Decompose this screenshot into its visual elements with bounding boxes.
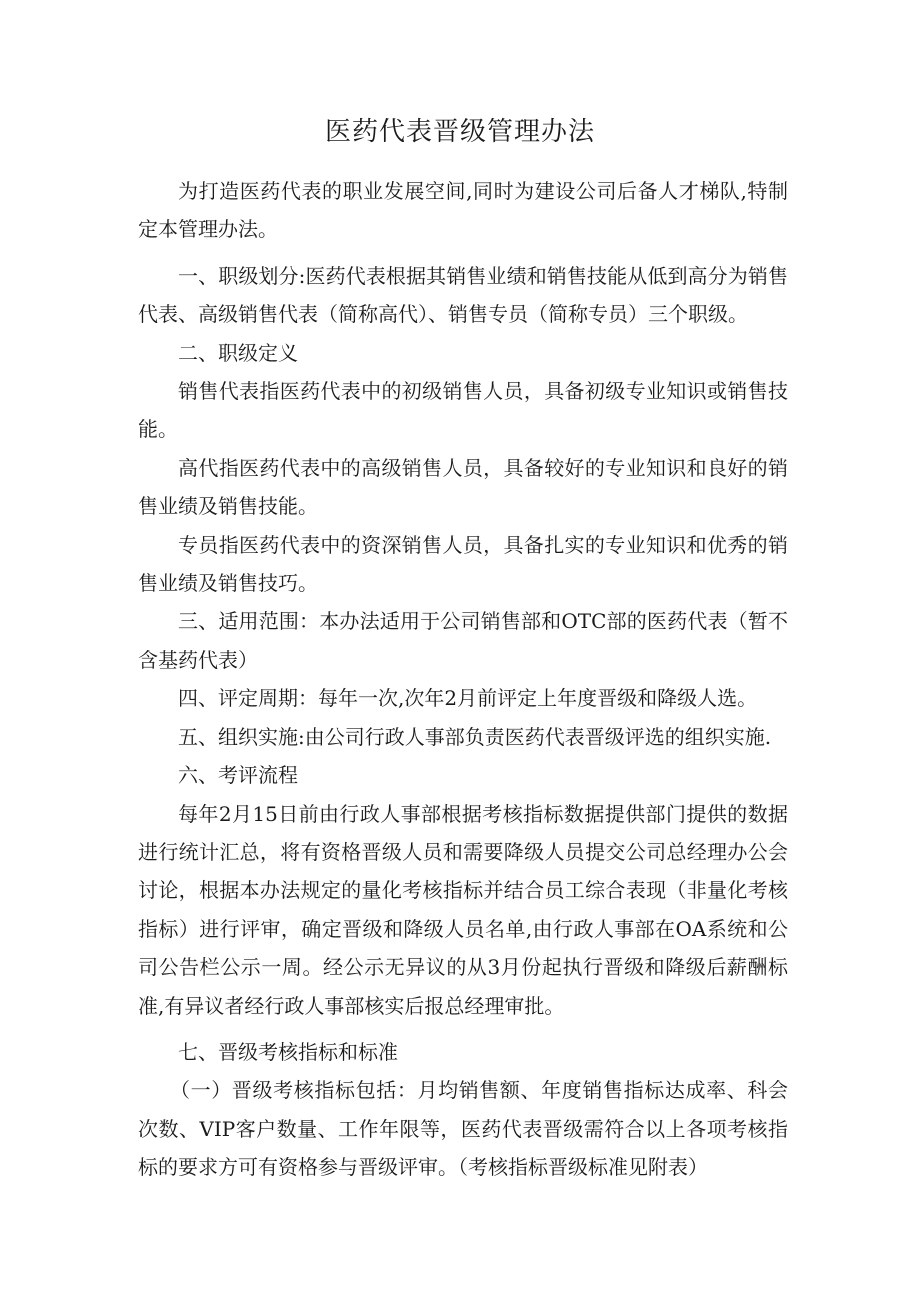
section-7-item-1: （一）晋级考核指标包括：月均销售额、年度销售指标达成率、科会次数、VIP客户数量、工作年限等，医药代表晋级需符合以上各项考核指标的要求方可有资格参与晋级评审。（考核指标晋级标准见附表） (138, 1078, 788, 1180)
section-6-process: 每年2月15日前由行政人事部根据考核指标数据提供部门提供的数据进行统计汇总，将有资格晋级人员和需要降级人员提交公司总经理办公会讨论，根据本办法规定的量化考核指标并结合员工综合表现（非量化考核指标）进行评审，确定晋级和降级人员名单,由行政人事部在OA系统和公司公告栏公示一周。经公示无异议的从3月份起执行晋级和降级后薪酬标准,有异议者经行政人事部核实后报总经理审批。 (138, 801, 788, 1018)
section-4-cycle: 四、评定周期：每年一次,次年2月前评定上年度晋级和降级人选。 (178, 686, 758, 711)
definition-senior-rep: 高代指医药代表中的高级销售人员，具备较好的专业知识和良好的销售业绩及销售技能。 (138, 455, 788, 519)
section-2-heading: 二、职级定义 (178, 340, 298, 365)
section-7-heading: 七、晋级考核指标和标准 (178, 1039, 398, 1064)
definition-sales-rep: 销售代表指医药代表中的初级销售人员，具备初级专业知识或销售技能。 (138, 379, 788, 442)
document-body (138, 172, 788, 1187)
section-1-job-levels: 一、职级划分:医药代表根据其销售业绩和销售技能从低到高分为销售代表、高级销售代表（简称高代）、销售专员（简称专员）三个职级。 (138, 263, 788, 327)
document-title: 医药代表晋级管理办法 (324, 117, 595, 147)
section-5-organization: 五、组织实施:由公司行政人事部负责医药代表晋级评选的组织实施. (178, 724, 772, 749)
section-6-heading: 六、考评流程 (178, 763, 298, 788)
intro-paragraph: 为打造医药代表的职业发展空间,同时为建设公司后备人才梯队,特制定本管理办法。 (138, 179, 788, 242)
definition-specialist: 专员指医药代表中的资深销售人员，具备扎实的专业知识和优秀的销售业绩及销售技巧。 (138, 532, 788, 596)
section-3-scope: 三、适用范围：本办法适用于公司销售部和OTC部的医药代表（暂不含基药代表） (138, 609, 788, 672)
